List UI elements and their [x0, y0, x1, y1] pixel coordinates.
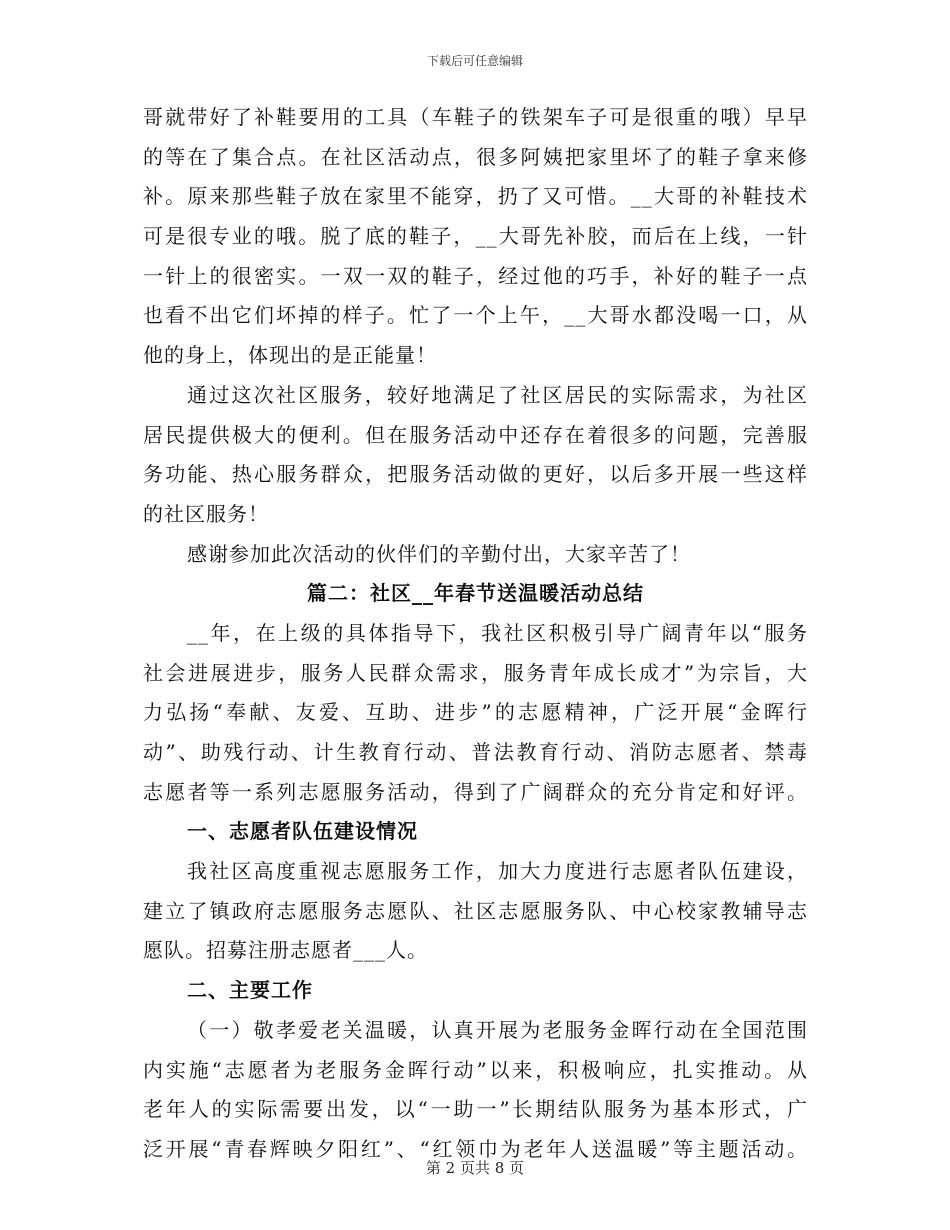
- text-line: 内实施“志愿者为老服务金晖行动”以来，积极响应，扎实推动。从: [143, 1057, 808, 1082]
- text-line: __年，在上级的具体指导下，我社区积极引导广阔青年以“服务: [187, 620, 808, 645]
- section-heading: 一、志愿者队伍建设情况: [187, 819, 418, 844]
- text-line: 愿队。招募注册志愿者___人。: [143, 938, 428, 963]
- text-line: 我社区高度重视志愿服务工作，加大力度进行志愿者队伍建设，: [187, 859, 808, 884]
- text-line: 也看不出它们坏掉的样子。忙了一个上午，__大哥水都没喝一口，从: [143, 303, 808, 328]
- text-line: 哥就带好了补鞋要用的工具（车鞋子的铁架车子可是很重的哦）早早: [143, 105, 808, 129]
- text-line: 泛开展“青春辉映夕阳红”、“红领巾为老年人送温暖”等主题活动。: [143, 1136, 808, 1161]
- text-line: 志愿者等一系列志愿服务活动，得到了广阔群众的充分肯定和好评。: [143, 779, 808, 804]
- text-line: 务功能、热心服务群众，把服务活动做的更好，以后多开展一些这样: [143, 462, 808, 487]
- text-line: 的社区服务！: [143, 501, 269, 526]
- page-header-note: 下载后可任意编辑: [426, 54, 523, 68]
- text-line: 建立了镇政府志愿服务志愿队、社区志愿服务队、中心校家教辅导志: [143, 898, 808, 923]
- text-line: 感谢参加此次活动的伙伴们的辛勤付出，大家辛苦了！: [187, 541, 691, 566]
- text-line: 居民提供极大的便利。但在服务活动中还存在着很多的问题，完善服: [143, 422, 808, 447]
- text-line: 可是很专业的哦。脱了底的鞋子，__大哥先补胶，而后在上线，一针: [143, 224, 808, 249]
- text-line: 力弘扬“奉献、友爱、互助、进步”的志愿精神，广泛开展“金晖行: [143, 700, 808, 725]
- text-line: 老年人的实际需要出发，以“一助一”长期结队服务为基本形式，广: [143, 1097, 808, 1122]
- section-title: 篇二：社区__年春节送温暖活动总结: [307, 581, 644, 606]
- text-line: 的等在了集合点。在社区活动点，很多阿姨把家里坏了的鞋子拿来修: [143, 144, 808, 169]
- text-line: 社会进展进步，服务人民群众需求，服务青年成长成才”为宗旨，大: [143, 660, 808, 685]
- text-line: 动”、助残行动、计生教育行动、普法教育行动、消防志愿者、禁毒: [143, 740, 808, 764]
- section-heading: 二、主要工作: [187, 978, 313, 1003]
- text-line: 一针上的很密实。一双一双的鞋子，经过他的巧手，补好的鞋子一点: [143, 263, 808, 288]
- text-line: 他的身上，体现出的是正能量！: [143, 343, 437, 368]
- text-line: （一）敬孝爱老关温暖，认真开展为老服务金晖行动在全国范围: [187, 1017, 808, 1042]
- page-number: 第 2 页共 8 页: [425, 1159, 525, 1177]
- text-line: 补。原来那些鞋子放在家里不能穿，扔了又可惜。__大哥的补鞋技术: [143, 184, 808, 209]
- document-body: [143, 98, 808, 1170]
- text-line: 通过这次社区服务，较好地满足了社区居民的实际需求，为社区: [187, 382, 808, 407]
